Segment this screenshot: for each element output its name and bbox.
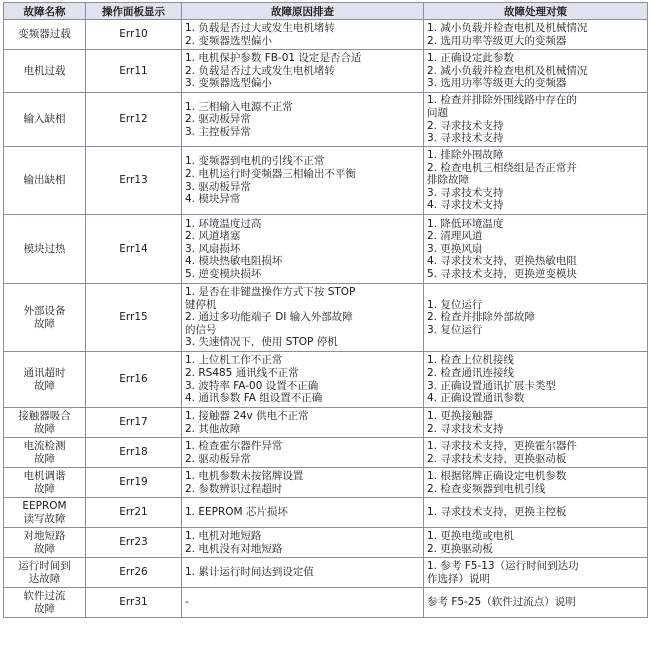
error-code-cell: Err15 bbox=[86, 284, 182, 352]
cause-cell bbox=[182, 468, 424, 498]
cause-line: 1. 变频器到电机的引线不正常 bbox=[185, 155, 325, 168]
cause-cell bbox=[182, 93, 424, 147]
action-line: 1. 参考 F5-13（运行时间到达功 bbox=[427, 559, 579, 572]
cause-line: 2. 电机运行时变频器三相输出不平衡 bbox=[185, 167, 356, 180]
cause-line: 2. RS485 通讯线不正常 bbox=[185, 366, 299, 379]
table-row bbox=[4, 50, 648, 93]
fault-name-cell bbox=[4, 438, 86, 468]
error-code-cell: Err31 bbox=[86, 588, 182, 618]
action-line: 3. 寻求技术支持 bbox=[427, 132, 504, 145]
fault-name-cell bbox=[4, 93, 86, 147]
action-line: 1. 更换接触器 bbox=[427, 409, 493, 422]
cause-line: 3. 波特率 FA-00 设置不正确 bbox=[185, 379, 319, 392]
table-row bbox=[4, 588, 648, 618]
action-cell bbox=[424, 284, 648, 352]
action-line: 3. 寻求技术支持 bbox=[427, 186, 504, 199]
fault-name-line: 对地短路 bbox=[23, 529, 66, 542]
fault-name-cell bbox=[4, 558, 86, 588]
action-line: 作选择）说明 bbox=[427, 572, 490, 585]
table-row bbox=[4, 498, 648, 528]
fault-name-line: 故障 bbox=[34, 422, 55, 435]
fault-name-cell bbox=[4, 498, 86, 528]
cause-line: 1. 检查霍尔器件异常 bbox=[185, 439, 283, 452]
fault-name-cell bbox=[4, 50, 86, 93]
fault-name-line: 故障 bbox=[34, 542, 55, 555]
action-cell bbox=[424, 215, 648, 284]
cause-cell bbox=[182, 352, 424, 408]
fault-name-line: 故障 bbox=[34, 482, 55, 495]
action-cell bbox=[424, 468, 648, 498]
cause-line: 2. 通过多功能端子 DI 输入外部故障 bbox=[185, 311, 353, 324]
cause-line: 2. 负载是否过大或发生电机堵转 bbox=[185, 64, 335, 77]
action-line: 3. 正确设置通讯扩展卡类型 bbox=[427, 379, 556, 392]
cause-line: 1. 负载是否过大或发生电机堵转 bbox=[185, 21, 335, 34]
fault-name-line: 故障 bbox=[34, 452, 55, 465]
action-line: 5. 寻求技术支持，更换逆变模块 bbox=[427, 267, 577, 280]
action-cell bbox=[424, 588, 648, 618]
action-line: 2. 检查通讯连接线 bbox=[427, 366, 514, 379]
action-line: 参考 F5-25（软件过流点）说明 bbox=[427, 596, 576, 609]
action-line: 2. 检查并排除外部故障 bbox=[427, 311, 535, 324]
fault-name-line: 故障 bbox=[34, 602, 55, 615]
error-code-cell: Err18 bbox=[86, 438, 182, 468]
cause-cell bbox=[182, 588, 424, 618]
action-line: 4. 寻求技术支持，更换热敏电阻 bbox=[427, 255, 577, 268]
error-code-cell: Err13 bbox=[86, 147, 182, 215]
cause-line: 2. 电机没有对地短路 bbox=[185, 542, 283, 555]
cause-line: 1. 是否在非键盘操作方式下按 STOP bbox=[185, 286, 356, 299]
error-code-cell: Err12 bbox=[86, 93, 182, 147]
fault-name-line: 模块过热 bbox=[23, 242, 66, 255]
cause-line: 1. 上位机工作不正常 bbox=[185, 354, 283, 367]
action-cell bbox=[424, 438, 648, 468]
fault-name-line: 读写故障 bbox=[23, 512, 66, 525]
cause-line: 1. 接触器 24v 供电不正常 bbox=[185, 409, 309, 422]
cause-line: 3. 风扇损坏 bbox=[185, 242, 241, 255]
cause-line: 1. 环境温度过高 bbox=[185, 217, 262, 230]
action-line: 2. 检查变频器到电机引线 bbox=[427, 482, 546, 495]
cause-cell bbox=[182, 558, 424, 588]
fault-name-cell bbox=[4, 352, 86, 408]
action-line: 问题 bbox=[427, 106, 448, 119]
fault-name-line: 达故障 bbox=[28, 572, 61, 585]
cause-cell bbox=[182, 284, 424, 352]
action-cell bbox=[424, 20, 648, 50]
action-line: 3. 更换风扇 bbox=[427, 242, 483, 255]
action-line: 2. 清理风道 bbox=[427, 230, 483, 243]
fault-name-line: 接触器吸合 bbox=[18, 409, 71, 422]
error-code-cell: Err10 bbox=[86, 20, 182, 50]
action-line: 1. 减小负载并检查电机及机械情况 bbox=[427, 21, 588, 34]
fault-name-line: 外部设备 bbox=[23, 304, 66, 317]
action-cell bbox=[424, 558, 648, 588]
cause-line: 3. 失速情况下，使用 STOP 停机 bbox=[185, 336, 338, 349]
cause-cell bbox=[182, 528, 424, 558]
cause-line: 1. 电机对地短路 bbox=[185, 529, 262, 542]
cause-line: 4. 模块异常 bbox=[185, 193, 241, 206]
action-line: 1. 正确设定此参数 bbox=[427, 52, 514, 65]
cause-line: 1. EEPROM 芯片损坏 bbox=[185, 506, 288, 519]
header-action: 故障处理对策 bbox=[424, 3, 648, 20]
action-line: 2. 寻求技术支持 bbox=[427, 422, 504, 435]
action-cell bbox=[424, 528, 648, 558]
action-line: 1. 寻求技术支持，更换主控板 bbox=[427, 506, 567, 519]
action-line: 1. 根据铭牌正确设定电机参数 bbox=[427, 469, 567, 482]
action-line: 排除故障 bbox=[427, 174, 469, 187]
cause-line: 1. 三相输入电源不正常 bbox=[185, 100, 293, 113]
action-cell bbox=[424, 50, 648, 93]
cause-line: 2. 变频器选型偏小 bbox=[185, 34, 272, 47]
fault-name-line: 电机调谐 bbox=[23, 469, 66, 482]
cause-line: 5. 逆变模块损坏 bbox=[185, 267, 262, 280]
cause-line: 4. 模块热敏电阻损坏 bbox=[185, 255, 283, 268]
error-code-cell: Err26 bbox=[86, 558, 182, 588]
action-cell bbox=[424, 147, 648, 215]
cause-line: 2. 驱动板异常 bbox=[185, 452, 251, 465]
cause-cell bbox=[182, 215, 424, 284]
fault-name-cell bbox=[4, 408, 86, 438]
fault-name-line: 软件过流 bbox=[23, 589, 66, 602]
cause-cell bbox=[182, 408, 424, 438]
header-panel-display: 操作面板显示 bbox=[86, 3, 182, 20]
cause-line: 3. 驱动板异常 bbox=[185, 180, 251, 193]
action-cell bbox=[424, 352, 648, 408]
error-code-cell: Err11 bbox=[86, 50, 182, 93]
fault-name-line: 通讯超时 bbox=[23, 366, 66, 379]
fault-name-cell bbox=[4, 528, 86, 558]
error-code-cell: Err21 bbox=[86, 498, 182, 528]
error-code-cell: Err17 bbox=[86, 408, 182, 438]
cause-line: 键停机 bbox=[185, 298, 217, 311]
fault-name-cell bbox=[4, 468, 86, 498]
action-line: 1. 检查并排除外围线路中存在的 bbox=[427, 94, 577, 107]
cause-line: 4. 通讯参数 FA 组设置不正确 bbox=[185, 392, 323, 405]
header-cause: 故障原因排查 bbox=[182, 3, 424, 20]
error-code-cell: Err14 bbox=[86, 215, 182, 284]
cause-line: 1. 电机保护参数 FB-01 设定是否合适 bbox=[185, 52, 362, 65]
cause-line: 2. 驱动板异常 bbox=[185, 113, 251, 126]
cause-cell bbox=[182, 20, 424, 50]
fault-name-line: 电流检测 bbox=[23, 439, 66, 452]
action-line: 3. 选用功率等级更大的变频器 bbox=[427, 77, 567, 90]
table-row bbox=[4, 352, 648, 408]
action-cell bbox=[424, 498, 648, 528]
action-line: 1. 排除外围故障 bbox=[427, 149, 504, 162]
action-line: 3. 复位运行 bbox=[427, 323, 483, 336]
table-row bbox=[4, 93, 648, 147]
fault-name-line: EEPROM bbox=[22, 499, 67, 512]
action-line: 2. 寻求技术支持，更换驱动板 bbox=[427, 452, 567, 465]
action-line: 2. 检查电机三相绕组是否正常并 bbox=[427, 161, 577, 174]
fault-table-container bbox=[3, 2, 647, 618]
cause-cell bbox=[182, 50, 424, 93]
header-row bbox=[4, 3, 648, 20]
table-row bbox=[4, 528, 648, 558]
error-code-cell: Err23 bbox=[86, 528, 182, 558]
fault-name-line: 变频器过载 bbox=[18, 28, 71, 41]
fault-name-line: 电机过载 bbox=[23, 64, 66, 77]
cause-line: 的信号 bbox=[185, 323, 217, 336]
cause-line: 3. 主控板异常 bbox=[185, 125, 251, 138]
action-cell bbox=[424, 408, 648, 438]
table-row bbox=[4, 284, 648, 352]
action-line: 1. 更换电缆或电机 bbox=[427, 529, 514, 542]
cause-line: 3. 变频器选型偏小 bbox=[185, 77, 272, 90]
action-line: 1. 寻求技术支持，更换霍尔器件 bbox=[427, 439, 577, 452]
table-row bbox=[4, 147, 648, 215]
fault-name-line: 输出缺相 bbox=[23, 174, 66, 187]
action-line: 2. 更换驱动板 bbox=[427, 542, 493, 555]
action-line: 1. 检查上位机接线 bbox=[427, 354, 514, 367]
fault-name-line: 故障 bbox=[34, 317, 55, 330]
fault-name-line: 故障 bbox=[34, 379, 55, 392]
action-line: 2. 减小负载并检查电机及机械情况 bbox=[427, 64, 588, 77]
cause-line: 2. 参数辨识过程超时 bbox=[185, 482, 283, 495]
table-body bbox=[4, 20, 648, 618]
table-row bbox=[4, 215, 648, 284]
cause-line: 2. 其他故障 bbox=[185, 422, 241, 435]
cause-line: 1. 电机参数未按铭牌设置 bbox=[185, 469, 304, 482]
fault-name-cell bbox=[4, 215, 86, 284]
table-row bbox=[4, 438, 648, 468]
table-row bbox=[4, 468, 648, 498]
action-line: 2. 寻求技术支持 bbox=[427, 119, 504, 132]
action-line: 1. 降低环境温度 bbox=[427, 217, 504, 230]
header-fault-name: 故障名称 bbox=[4, 3, 86, 20]
cause-line: 2. 风道堵塞 bbox=[185, 230, 241, 243]
cause-cell bbox=[182, 438, 424, 468]
action-line: 2. 选用功率等级更大的变频器 bbox=[427, 34, 567, 47]
cause-cell bbox=[182, 498, 424, 528]
fault-name-cell bbox=[4, 284, 86, 352]
fault-name-cell bbox=[4, 588, 86, 618]
table-row bbox=[4, 408, 648, 438]
fault-name-cell bbox=[4, 147, 86, 215]
fault-table bbox=[3, 2, 648, 618]
fault-name-cell bbox=[4, 20, 86, 50]
fault-name-line: 运行时间到 bbox=[18, 559, 71, 572]
action-line: 4. 正确设置通讯参数 bbox=[427, 392, 525, 405]
cause-line: - bbox=[185, 596, 189, 609]
cause-line: 1. 累计运行时间达到设定值 bbox=[185, 566, 314, 579]
cause-cell bbox=[182, 147, 424, 215]
action-line: 1. 复位运行 bbox=[427, 298, 483, 311]
fault-name-line: 输入缺相 bbox=[23, 113, 66, 126]
error-code-cell: Err16 bbox=[86, 352, 182, 408]
table-row bbox=[4, 20, 648, 50]
error-code-cell: Err19 bbox=[86, 468, 182, 498]
action-line: 4. 寻求技术支持 bbox=[427, 199, 504, 212]
action-cell bbox=[424, 93, 648, 147]
table-row bbox=[4, 558, 648, 588]
